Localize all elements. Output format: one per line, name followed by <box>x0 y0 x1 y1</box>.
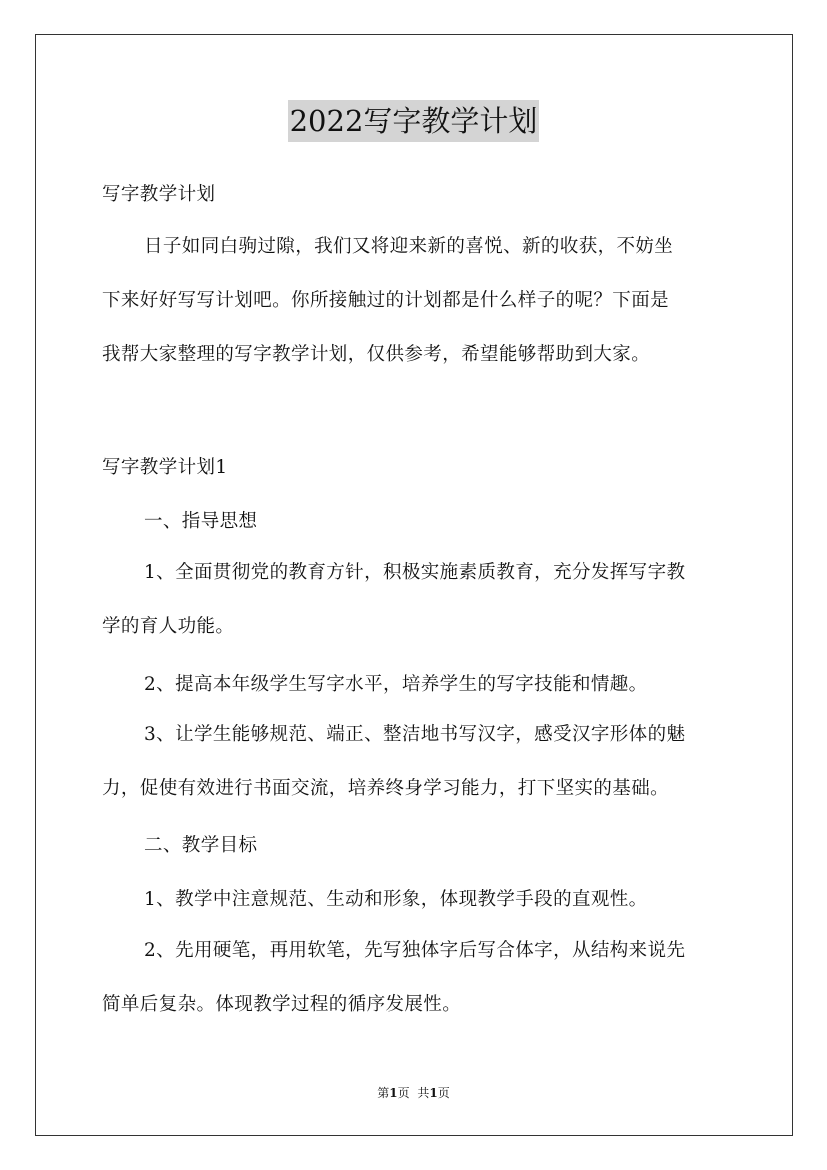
item-3 <box>102 708 727 816</box>
intro-line: 日子如同白驹过隙，我们又将迎来新的喜悦、新的收获，不妨坐 <box>144 236 674 257</box>
total-pages: 1 <box>429 1086 438 1100</box>
goal-heading: 二、教学目标 <box>144 835 258 856</box>
item-line: 3、让学生能够规范、端正、整洁地书写汉字，感受汉字形体的魅 <box>144 724 686 745</box>
page-prefix: 第 <box>377 1086 390 1100</box>
title-container <box>0 100 827 142</box>
goal-2 <box>102 924 727 1032</box>
subtitle: 写字教学计划 <box>102 184 216 205</box>
page-footer <box>0 1084 827 1101</box>
item-1 <box>102 546 727 654</box>
item-line: 力，促使有效进行书面交流，培养终身学习能力，打下坚实的基础。 <box>102 778 670 799</box>
item-line: 1、全面贯彻党的教育方针，积极实施素质教育，充分发挥写字教 <box>144 562 686 583</box>
intro-paragraph <box>102 220 727 382</box>
page-number: 1 <box>389 1086 398 1100</box>
intro-line: 我帮大家整理的写字教学计划，仅供参考，希望能够帮助到大家。 <box>102 344 651 365</box>
total-prefix: 共 <box>417 1086 430 1100</box>
page-suffix: 页 <box>397 1086 410 1100</box>
document-title: 2022写字教学计划 <box>288 100 540 142</box>
item-line: 学的育人功能。 <box>102 616 235 637</box>
goal-line: 2、先用硬笔，再用软笔，先写独体字后写合体字，从结构来说先 <box>144 940 686 961</box>
total-suffix: 页 <box>437 1086 450 1100</box>
guide-heading: 一、指导思想 <box>144 511 258 532</box>
goal-1: 1、教学中注意规范、生动和形象，体现教学手段的直观性。 <box>144 889 648 910</box>
section-heading: 写字教学计划1 <box>102 457 228 478</box>
item-2: 2、提高本年级学生写字水平，培养学生的写字技能和情趣。 <box>144 674 648 695</box>
intro-line: 下来好好写写计划吧。你所接触过的计划都是什么样子的呢？下面是 <box>102 290 670 311</box>
goal-line: 简单后复杂。体现教学过程的循序发展性。 <box>102 994 462 1015</box>
